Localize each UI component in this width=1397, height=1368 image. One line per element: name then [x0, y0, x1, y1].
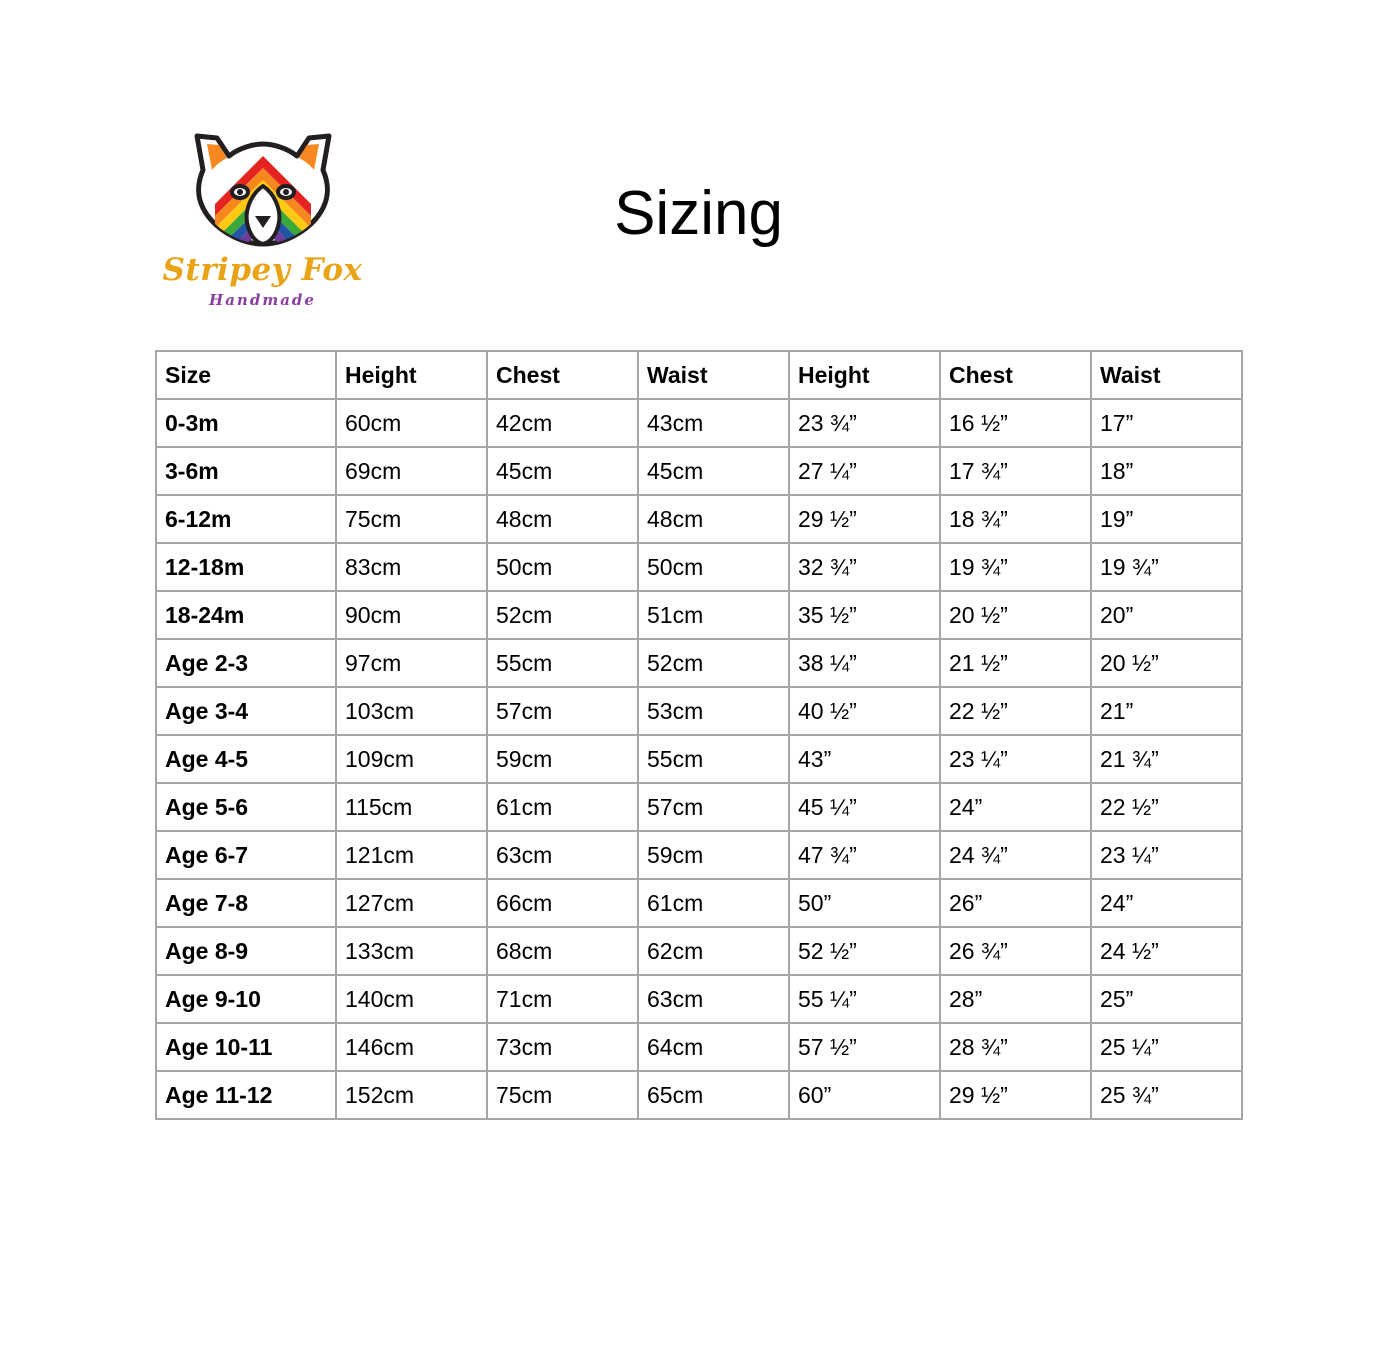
table-cell-size: Age 9-10: [156, 975, 336, 1023]
table-cell: 50”: [789, 879, 940, 927]
table-cell: 60”: [789, 1071, 940, 1119]
table-cell: 57cm: [487, 687, 638, 735]
table-cell: 75cm: [487, 1071, 638, 1119]
table-cell: 19”: [1091, 495, 1242, 543]
table-header-row: [156, 351, 1242, 399]
table-row: [156, 447, 1242, 495]
table-cell: 19 ¾”: [1091, 543, 1242, 591]
table-cell: 20 ½”: [1091, 639, 1242, 687]
table-cell: 24”: [940, 783, 1091, 831]
table-cell: 29 ½”: [789, 495, 940, 543]
table-cell: 17”: [1091, 399, 1242, 447]
table-cell: 140cm: [336, 975, 487, 1023]
table-cell: 53cm: [638, 687, 789, 735]
table-cell: 61cm: [638, 879, 789, 927]
table-row: [156, 831, 1242, 879]
table-cell: 48cm: [638, 495, 789, 543]
table-cell-size: 6-12m: [156, 495, 336, 543]
table-cell: 26 ¾”: [940, 927, 1091, 975]
table-cell: 50cm: [638, 543, 789, 591]
table-cell: 146cm: [336, 1023, 487, 1071]
table-cell: 66cm: [487, 879, 638, 927]
table-cell: 43cm: [638, 399, 789, 447]
table-cell-size: Age 4-5: [156, 735, 336, 783]
table-cell: 115cm: [336, 783, 487, 831]
table-cell-size: 0-3m: [156, 399, 336, 447]
table-cell-size: 3-6m: [156, 447, 336, 495]
table-row: [156, 495, 1242, 543]
table-cell: 21 ½”: [940, 639, 1091, 687]
table-cell-size: Age 3-4: [156, 687, 336, 735]
table-row: [156, 783, 1242, 831]
brand-tagline: Handmade: [209, 291, 316, 309]
table-cell: 23 ¼”: [1091, 831, 1242, 879]
table-cell: 24”: [1091, 879, 1242, 927]
table-cell: 19 ¾”: [940, 543, 1091, 591]
table-cell: 59cm: [638, 831, 789, 879]
table-cell: 63cm: [638, 975, 789, 1023]
table-row: [156, 543, 1242, 591]
table-cell: 25 ¾”: [1091, 1071, 1242, 1119]
table-cell: 75cm: [336, 495, 487, 543]
table-column-header: Chest: [487, 351, 638, 399]
table-cell: 35 ½”: [789, 591, 940, 639]
table-cell: 45cm: [638, 447, 789, 495]
page-title: Sizing: [614, 179, 783, 248]
table-cell: 133cm: [336, 927, 487, 975]
table-cell: 109cm: [336, 735, 487, 783]
table-row: [156, 735, 1242, 783]
table-cell-size: Age 6-7: [156, 831, 336, 879]
table-row: [156, 591, 1242, 639]
sizing-table-container: [155, 350, 1243, 1120]
table-cell: 38 ¼”: [789, 639, 940, 687]
table-cell: 47 ¾”: [789, 831, 940, 879]
table-cell: 45 ¼”: [789, 783, 940, 831]
table-cell: 21”: [1091, 687, 1242, 735]
table-cell: 52cm: [487, 591, 638, 639]
page-header: [0, 120, 1397, 320]
table-cell: 83cm: [336, 543, 487, 591]
table-column-header: Size: [156, 351, 336, 399]
table-cell: 65cm: [638, 1071, 789, 1119]
table-cell: 25 ¼”: [1091, 1023, 1242, 1071]
brand-name: Stripey Fox: [162, 252, 363, 288]
table-cell: 55cm: [487, 639, 638, 687]
table-row: [156, 639, 1242, 687]
table-cell: 24 ¾”: [940, 831, 1091, 879]
table-cell: 50cm: [487, 543, 638, 591]
table-cell: 51cm: [638, 591, 789, 639]
table-row: [156, 687, 1242, 735]
table-cell: 20 ½”: [940, 591, 1091, 639]
table-cell: 22 ½”: [1091, 783, 1242, 831]
table-row: [156, 1071, 1242, 1119]
table-cell: 40 ½”: [789, 687, 940, 735]
table-cell: 25”: [1091, 975, 1242, 1023]
table-cell: 52 ½”: [789, 927, 940, 975]
table-column-header: Height: [789, 351, 940, 399]
table-cell: 32 ¾”: [789, 543, 940, 591]
table-cell: 18”: [1091, 447, 1242, 495]
table-cell: 18 ¾”: [940, 495, 1091, 543]
table-cell-size: Age 8-9: [156, 927, 336, 975]
table-cell: 62cm: [638, 927, 789, 975]
table-row: [156, 879, 1242, 927]
table-cell: 23 ¾”: [789, 399, 940, 447]
table-cell: 48cm: [487, 495, 638, 543]
table-cell: 28 ¾”: [940, 1023, 1091, 1071]
table-cell: 27 ¼”: [789, 447, 940, 495]
table-cell-size: 18-24m: [156, 591, 336, 639]
table-cell-size: Age 11-12: [156, 1071, 336, 1119]
table-cell: 97cm: [336, 639, 487, 687]
table-cell: 103cm: [336, 687, 487, 735]
table-cell: 23 ¼”: [940, 735, 1091, 783]
table-cell: 17 ¾”: [940, 447, 1091, 495]
table-cell: 61cm: [487, 783, 638, 831]
table-cell: 68cm: [487, 927, 638, 975]
table-cell: 64cm: [638, 1023, 789, 1071]
table-row: [156, 927, 1242, 975]
table-cell: 63cm: [487, 831, 638, 879]
table-cell: 57 ½”: [789, 1023, 940, 1071]
table-cell: 43”: [789, 735, 940, 783]
table-cell: 73cm: [487, 1023, 638, 1071]
table-cell-size: Age 2-3: [156, 639, 336, 687]
table-cell: 55cm: [638, 735, 789, 783]
table-cell: 29 ½”: [940, 1071, 1091, 1119]
table-cell-size: Age 10-11: [156, 1023, 336, 1071]
table-cell: 45cm: [487, 447, 638, 495]
table-cell: 55 ¼”: [789, 975, 940, 1023]
table-cell: 57cm: [638, 783, 789, 831]
table-cell: 90cm: [336, 591, 487, 639]
table-column-header: Waist: [638, 351, 789, 399]
table-cell-size: Age 7-8: [156, 879, 336, 927]
table-cell: 22 ½”: [940, 687, 1091, 735]
table-cell: 26”: [940, 879, 1091, 927]
table-cell: 60cm: [336, 399, 487, 447]
table-cell: 127cm: [336, 879, 487, 927]
table-cell: 20”: [1091, 591, 1242, 639]
table-cell: 69cm: [336, 447, 487, 495]
table-cell: 16 ½”: [940, 399, 1091, 447]
table-cell: 42cm: [487, 399, 638, 447]
table-cell-size: 12-18m: [156, 543, 336, 591]
sizing-table: [155, 350, 1243, 1120]
table-cell: 71cm: [487, 975, 638, 1023]
table-column-header: Height: [336, 351, 487, 399]
table-cell: 52cm: [638, 639, 789, 687]
table-column-header: Waist: [1091, 351, 1242, 399]
table-row: [156, 399, 1242, 447]
table-cell-size: Age 5-6: [156, 783, 336, 831]
table-cell: 28”: [940, 975, 1091, 1023]
table-row: [156, 1023, 1242, 1071]
table-cell: 21 ¾”: [1091, 735, 1242, 783]
table-cell: 59cm: [487, 735, 638, 783]
table-cell: 24 ½”: [1091, 927, 1242, 975]
table-column-header: Chest: [940, 351, 1091, 399]
table-cell: 152cm: [336, 1071, 487, 1119]
table-row: [156, 975, 1242, 1023]
table-cell: 121cm: [336, 831, 487, 879]
